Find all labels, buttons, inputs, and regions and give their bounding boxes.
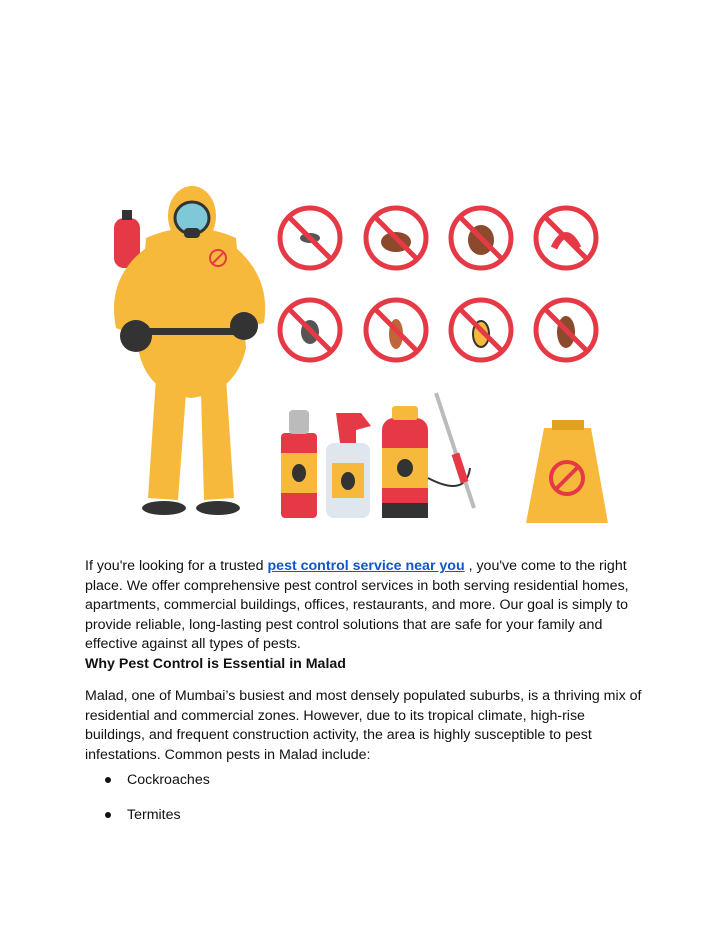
- intro-text-after: , you've come to the right place. We offer comprehensive pest control services in both serving residential homes, apartments, commercial buildings, offices, restaurants, and more. Our goal is simply to provide reliable, long-lasting pest control solutions that are safe for your family and effective against all types of pests.: [85, 558, 629, 652]
- list-item-label: Termites: [127, 806, 181, 823]
- spray-bottle-icon: [326, 413, 371, 518]
- common-pests-list: [85, 770, 210, 839]
- no-termite-icon: [366, 300, 426, 360]
- aerosol-can-icon: [281, 410, 317, 518]
- list-item: [85, 770, 210, 790]
- list-item-label: Cockroaches: [127, 772, 210, 788]
- malad-paragraph: Malad, one of Mumbai’s busiest and most densely populated suburbs, is a thriving mix of residential and commercial zones. However, due to its tropical climate, high-rise buildings, and frequent construction activity, the area is highly susceptible to pest infestations. Common pests in Malad include:: [85, 688, 642, 763]
- pest-control-service-link[interactable]: pest control service near you: [267, 558, 465, 574]
- bullet-icon: [105, 777, 111, 783]
- intro-paragraph: [85, 557, 645, 655]
- bullet-icon: [105, 812, 111, 818]
- no-cockroach-icon: [536, 300, 596, 360]
- glove-icon: [120, 320, 152, 352]
- intro-text-before: If you're looking for a trusted: [85, 558, 268, 574]
- no-rat-icon: [366, 208, 426, 268]
- caution-sign-icon: [526, 420, 608, 523]
- no-bee-icon: [451, 300, 511, 360]
- section-heading: Why Pest Control is Essential in Malad: [85, 656, 346, 672]
- pest-control-illustration: [86, 178, 618, 530]
- no-mosquito-icon: [280, 208, 340, 268]
- exterminator-figure: [114, 186, 265, 515]
- pressure-sprayer-icon: [382, 393, 474, 518]
- list-item: [85, 805, 210, 825]
- no-fly-icon: [280, 300, 340, 360]
- no-bedbug-icon: [451, 208, 511, 268]
- no-centipede-icon: [536, 208, 596, 268]
